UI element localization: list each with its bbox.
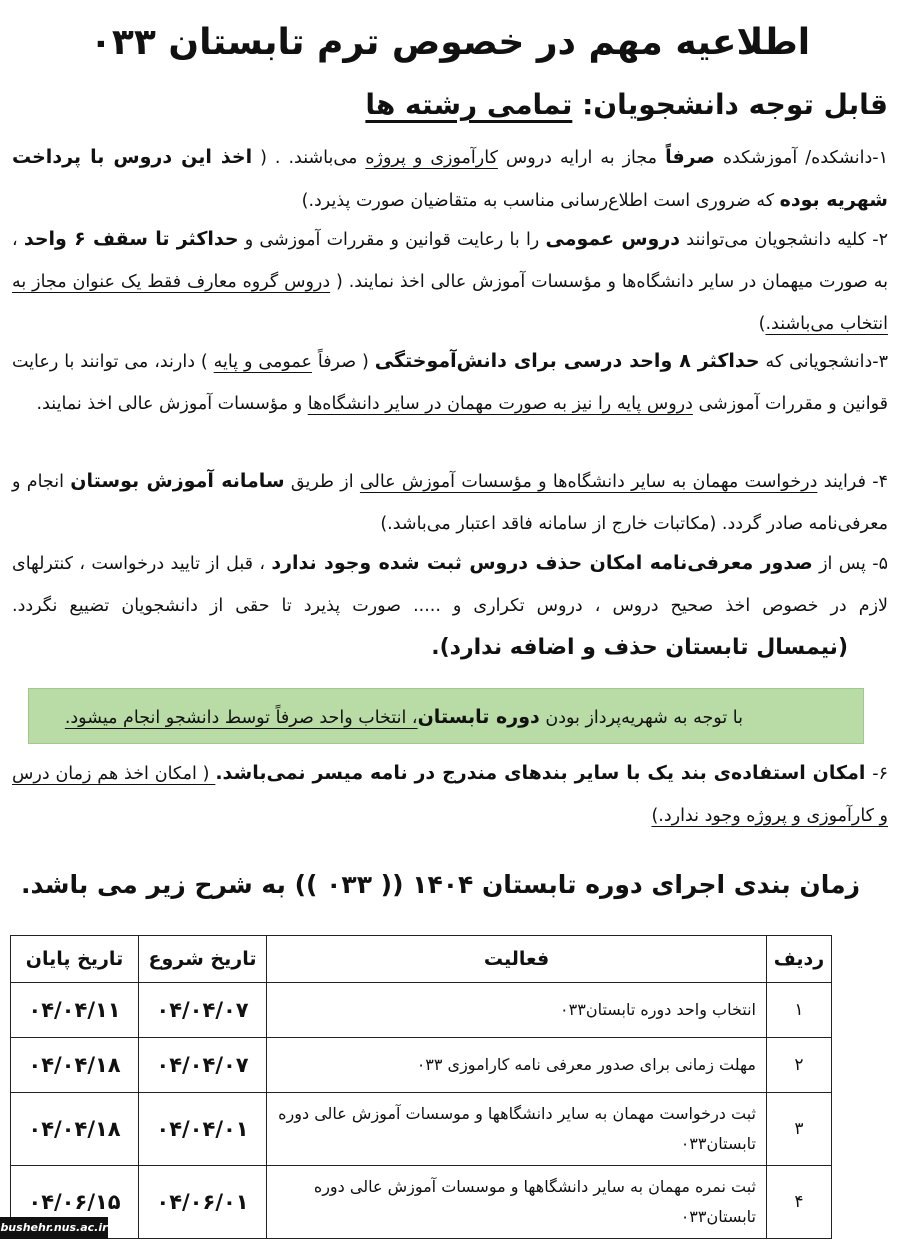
- item-underlined: درخواست مهمان به سایر دانشگاه‌ها و مؤسسات آموزش عالی: [359, 472, 818, 492]
- item-underlined: ( امکان اخذ هم زمان درس و کارآموزی و پروژه وجود ندارد.): [12, 764, 888, 826]
- item-bold: صرفاً: [665, 146, 715, 168]
- audience-value: تمامی رشته ها: [365, 88, 573, 121]
- item-text: ، به صورت میهمان در سایر دانشگاه‌ها و مؤسسات آموزش عالی اخذ نمایند. (: [12, 230, 889, 292]
- item-text: را با رعایت قوانین و مقررات آموزشی و: [238, 230, 546, 250]
- item-text: دانشجویانی که: [759, 352, 873, 372]
- header-activity: فعالیت: [267, 936, 767, 983]
- row-end-date: ۰۴/۰۴/۱۱: [11, 983, 139, 1038]
- page-title: اطلاعیه مهم در خصوص ترم تابستان ۰۳۳: [89, 22, 811, 63]
- item-bold: اخذ این دروس با پرداخت شهریه بوده: [12, 146, 888, 211]
- item-text: انجام و معرفی‌نامه صادر گردد. (مکاتبات خارج از سامانه فاقد اعتبار می‌باشد.): [12, 472, 888, 534]
- item-text: پس از: [812, 554, 873, 574]
- notice-box: [28, 688, 864, 744]
- notice-bold: دوره تابستان: [417, 706, 540, 728]
- notice-text: با توجه به شهریه‌پرداز بودن: [539, 708, 743, 728]
- row-activity: ثبت نمره مهمان به سایر دانشگاهها و موسسات آموزش عالی دوره تابستان۰۳۳: [267, 1166, 767, 1239]
- table-row: [11, 1166, 832, 1239]
- item-bold: امکان استفاده‌ی بند یک با سایر بندهای مندرج در نامه میسر نمی‌باشد.: [215, 762, 873, 784]
- item-text: ) دارند، می توانند با رعایت قوانین و مقررات آموزشی: [12, 352, 888, 414]
- table-row: [11, 983, 832, 1038]
- item-text: دانشکده/ آموزشکده: [714, 148, 873, 168]
- item-bold: حداکثر ۸ واحد درسی برای دانش‌آموختگی: [374, 350, 760, 372]
- row-start-date: ۰۴/۰۶/۰۱: [139, 1166, 267, 1239]
- item-text: می‌باشند. . (: [252, 148, 366, 168]
- item-underlined: دروس گروه معارف فقط یک عنوان مجاز به انتخاب می‌باشند.: [12, 272, 888, 334]
- table-header-row: [11, 936, 832, 983]
- row-number: ۲: [767, 1038, 832, 1093]
- item-text: ، قبل از تایید درخواست ، کنترلهای لازم در خصوص اخذ صحیح دروس ، دروس تکراری و ..... صورت پذیرد تا حقی از دانشجویان تضییع نگردد.: [12, 554, 888, 616]
- notice-underlined: ، انتخاب واحد صرفاً توسط دانشجو انجام میشود.: [64, 708, 418, 728]
- item-text: کلیه دانشجویان می‌توانند: [680, 230, 873, 250]
- item-underlined: کارآموزی و پروژه: [365, 148, 498, 168]
- row-number: ۴: [767, 1166, 832, 1239]
- item-number: ۴-: [872, 472, 888, 492]
- item-underlined: دروس پایه را نیز به صورت مهمان در سایر دانشگاه‌ها: [307, 394, 693, 414]
- item-number: ۳-: [872, 352, 889, 372]
- header-start-date: تاریخ شروع: [139, 936, 267, 983]
- row-number: ۱: [767, 983, 832, 1038]
- header-end-date: تاریخ پایان: [11, 936, 139, 983]
- item-4: [12, 460, 888, 545]
- table-row: [11, 1093, 832, 1166]
- item-underlined: عمومی و پایه: [213, 352, 312, 372]
- row-end-date: ۰۴/۰۶/۱۵: [11, 1166, 139, 1239]
- item-text: مجاز به ارایه دروس: [497, 148, 666, 168]
- item-text: فرایند: [817, 472, 873, 492]
- row-activity: مهلت زمانی برای صدور معرفی نامه کاراموزی ۰۳۳: [267, 1038, 767, 1093]
- item-bold: سامانه آموزش بوستان: [70, 470, 285, 492]
- row-number: ۳: [767, 1093, 832, 1166]
- item-bold: صدور معرفی‌نامه امکان حذف دروس ثبت شده وجود ندارد: [271, 552, 813, 574]
- item-3: [12, 340, 888, 425]
- item-emphasis: (نیمسال تابستان حذف و اضافه ندارد).: [431, 635, 848, 660]
- item-text: و مؤسسات آموزش عالی اخذ نمایند.: [36, 394, 308, 414]
- item-2: [12, 218, 888, 345]
- item-number: ۱-: [872, 148, 889, 168]
- row-start-date: ۰۴/۰۴/۰۱: [139, 1093, 267, 1166]
- item-number: ۵-: [872, 554, 889, 574]
- item-text: ( صرفاً: [311, 352, 375, 372]
- schedule-table: [10, 935, 832, 1239]
- item-1: [12, 136, 888, 222]
- item-number: ۶-: [872, 764, 888, 784]
- item-5: [12, 542, 888, 670]
- schedule-title: زمان بندی اجرای دوره تابستان ۱۴۰۴ (( ۰۳۳ )) به شرح زیر می باشد.: [20, 870, 860, 899]
- audience-line: [365, 88, 888, 121]
- item-6: [12, 752, 888, 837]
- item-number: ۲-: [872, 230, 888, 250]
- header-row-number: ردیف: [767, 936, 832, 983]
- audience-label: قابل توجه دانشجویان:: [582, 88, 888, 121]
- item-bold: حداکثر تا سقف ۶ واحد: [23, 228, 239, 250]
- row-activity: ثبت درخواست مهمان به سایر دانشگاهها و موسسات آموزش عالی دوره تابستان۰۳۳: [267, 1093, 767, 1166]
- row-start-date: ۰۴/۰۴/۰۷: [139, 1038, 267, 1093]
- item-text: ): [758, 314, 766, 334]
- item-text: که ضروری است اطلاع‌رسانی مناسب به متقاضیان صورت پذیرد.): [301, 191, 780, 211]
- row-end-date: ۰۴/۰۴/۱۸: [11, 1038, 139, 1093]
- row-activity: انتخاب واحد دوره تابستان۰۳۳: [267, 983, 767, 1038]
- website-watermark: bushehr.nus.ac.ir: [0, 1217, 108, 1239]
- table-row: [11, 1038, 832, 1093]
- item-bold: دروس عمومی: [545, 228, 681, 250]
- row-end-date: ۰۴/۰۴/۱۸: [11, 1093, 139, 1166]
- row-start-date: ۰۴/۰۴/۰۷: [139, 983, 267, 1038]
- item-text: از طریق: [284, 472, 360, 492]
